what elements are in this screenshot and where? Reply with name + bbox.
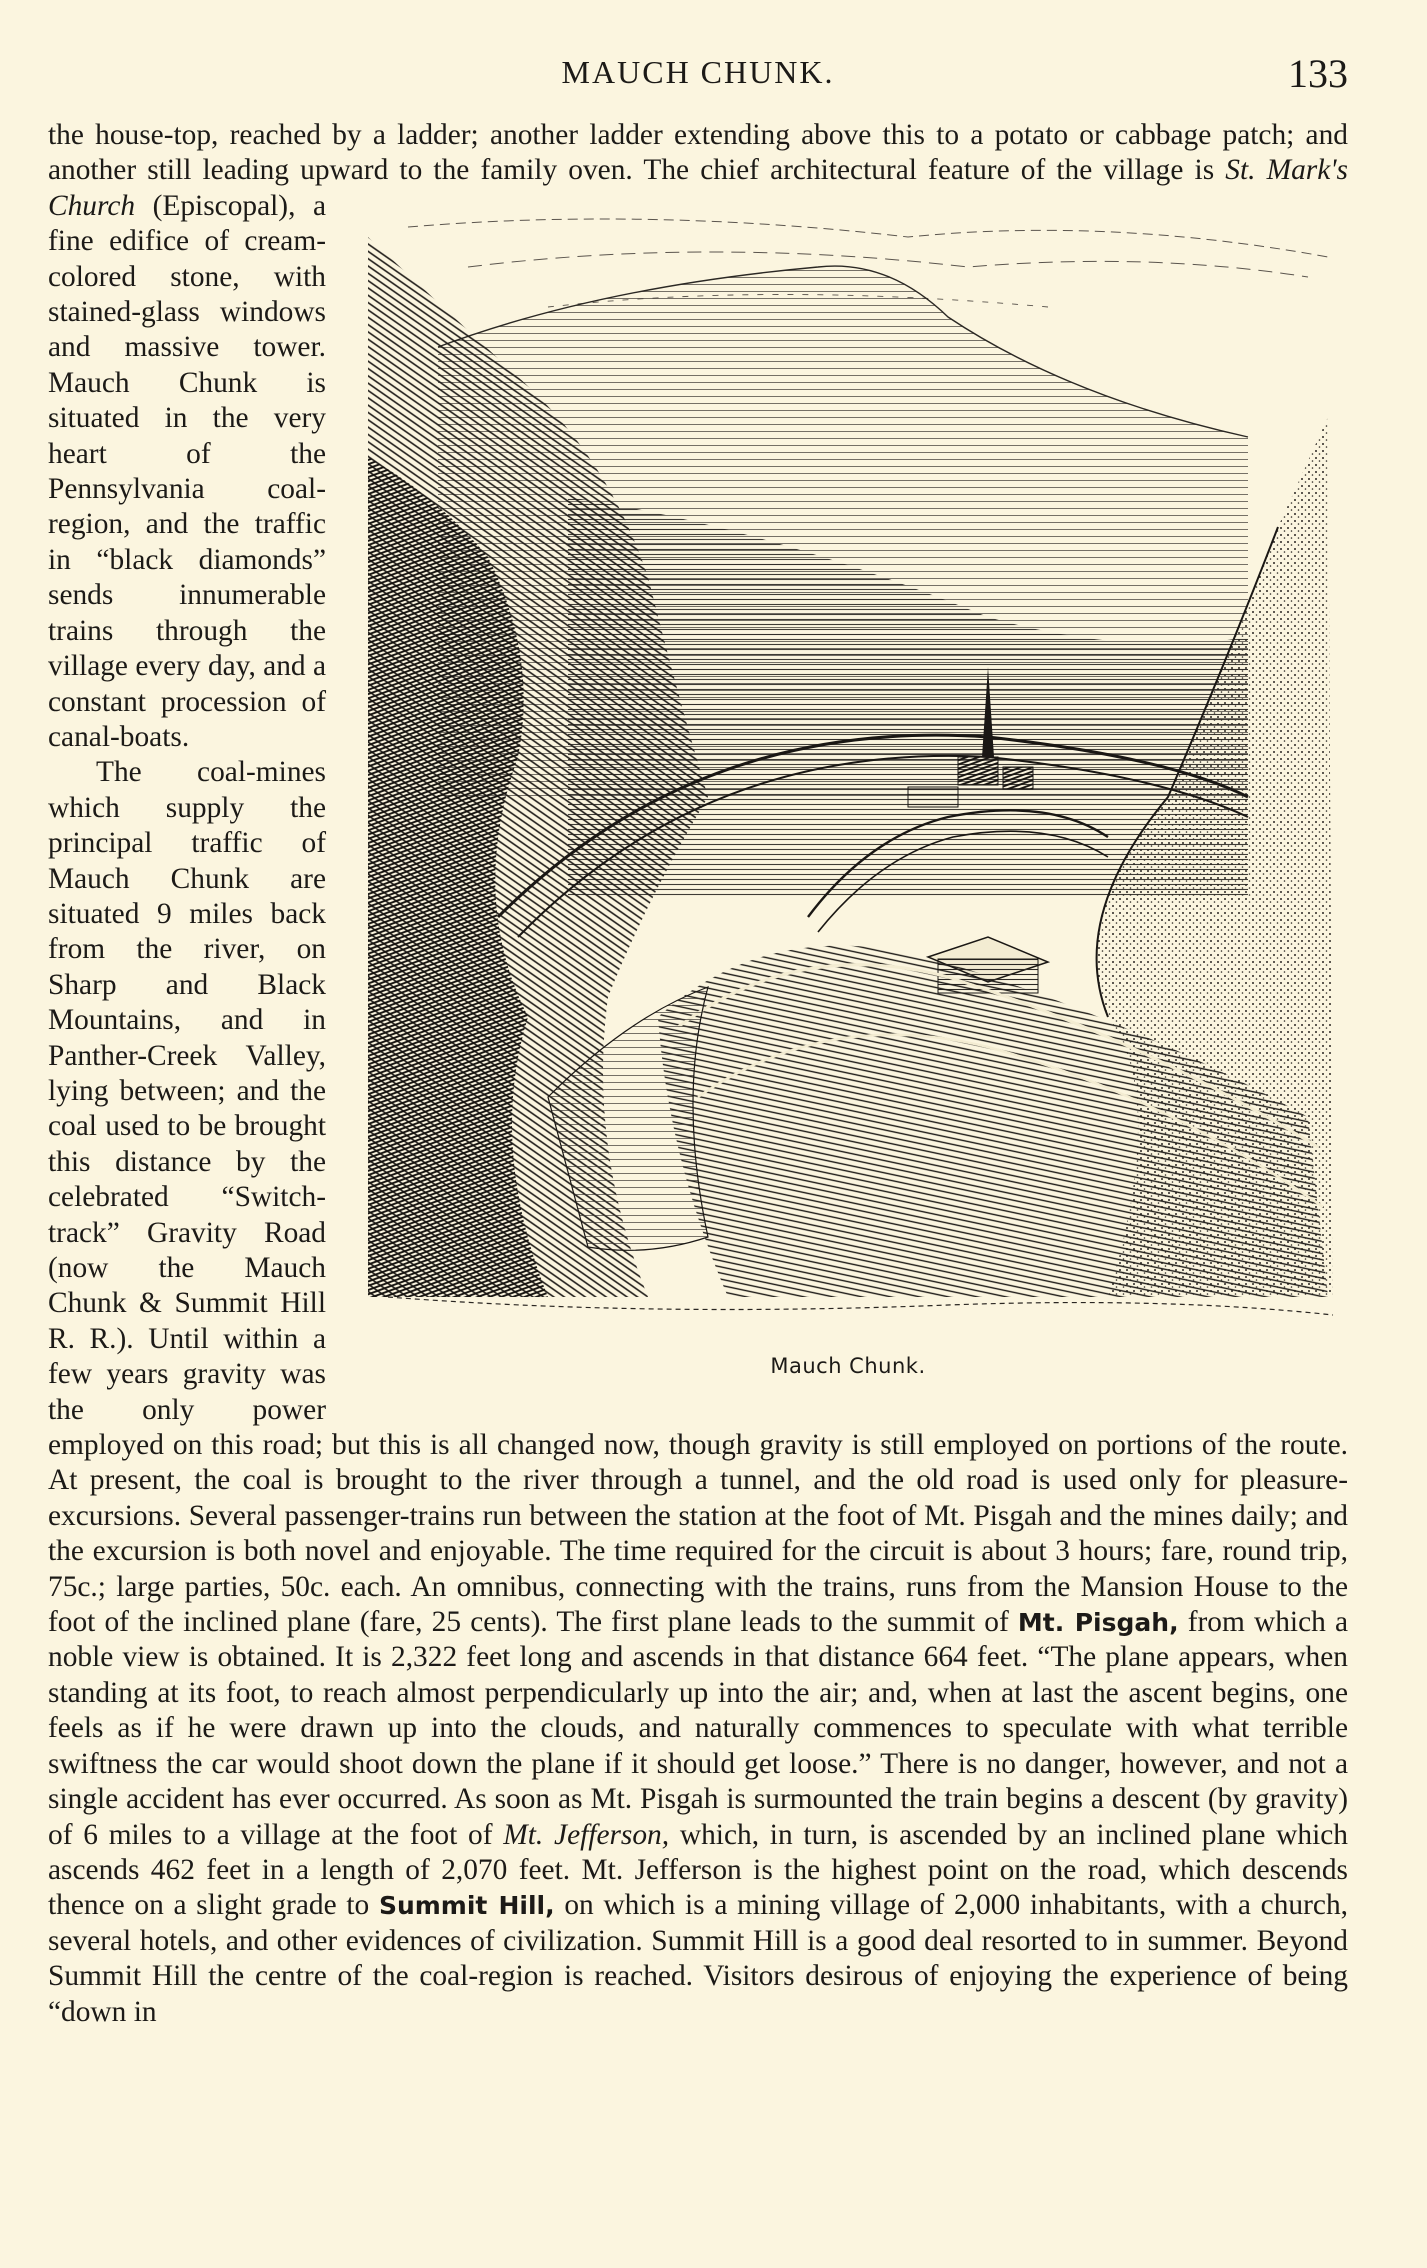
text-run: from which a noble view is obtained. It is 2,322 feet long and ascends in that distance 664 feet. “The plane appears, when standing at its foot, to reach almost perpendicularly up into the air; and, when at last the ascent begins, one feels as if he were drawn up into the clouds, and naturally commences to speculate with what terrible swiftness the car would shoot down the plane if it should get loose.” There is no danger, however, and not a single accident has ever occurred. As soon as Mt. Pisgah is surmounted the train begins a descent (by gravity) of 6 miles to a village at the foot of xyxy=(48,1606,1348,1851)
figure-caption: Mauch Chunk. xyxy=(770,1353,926,1378)
page-number: 133 xyxy=(1288,51,1348,96)
mauch-chunk-engraving xyxy=(348,197,1348,1329)
running-head xyxy=(48,51,1348,106)
engraving-figure xyxy=(348,197,1348,1407)
place-name: Summit Hill, xyxy=(378,1891,555,1921)
text-run: the house-top, reached by a ladder; another ladder extending above this to a potato or cabbage patch; and another still leading upward to the family oven. The chief architectural feature of the village is xyxy=(48,119,1348,187)
running-title: MAUCH CHUNK. xyxy=(561,54,835,90)
place-name: Mt. Jefferson, xyxy=(503,1818,670,1851)
body-text xyxy=(48,118,1348,2030)
text-run: on which is a mining village of 2,000 inhabitants, with a church, several hotels, and other evidences of civilization. Summit Hill is a good deal resorted to in summer. Beyond Summit Hill the centre of the coal-region is reached. Visitors desirous of enjoying the experience of being “down in xyxy=(48,1889,1348,2028)
text-run: which, in turn, is ascended by an inclined plane which ascends 462 feet in a length of 2,070 feet. Mt. Jefferson is the highest point on the road, which descends thence on a slight grade to xyxy=(48,1818,1348,1922)
text-run: (Episcopal), a fine edifice of cream-colored stone, with stained-glass windows and massive tower. Mauch Chunk is situated in the very heart of the Pennsylvania coal-region, and the traffic in “black diamonds” sends innumerable trains through the village every day, and a constant procession of canal-boats. xyxy=(48,189,326,753)
text-run: The coal-mines which supply the principal traffic of Mauch Chunk are situated 9 miles back from the river, on Sharp and Black Mountains, and in Panther-Creek Valley, lying between; and the coal used to be brought this distance by the celebrated “Switch-track” Gravity Road (now the Mauch Chunk & Summit Hill R. R.). Until within a few years gravity was the only power employed on this road; but this is all changed now, though gravity is still employed on portions of the route. At present, the coal is brought to the river through a tunnel, and the old road is used only for pleasure-excursions. Several passenger-trains run between the station at the foot of Mt. Pisgah and the mines daily; and the excursion is both novel and enjoyable. The time required for the circuit is about 3 hours; fare, round trip, 75c.; large parties, 50c. each. An omnibus, connecting with the trains, runs from the Mansion House to the foot of the inclined plane (fare, 25 cents). The first plane leads to the summit of xyxy=(48,756,1348,1639)
place-name: Mt. Pisgah, xyxy=(1017,1608,1179,1638)
church-name: St. Mark's Church xyxy=(48,154,1348,222)
